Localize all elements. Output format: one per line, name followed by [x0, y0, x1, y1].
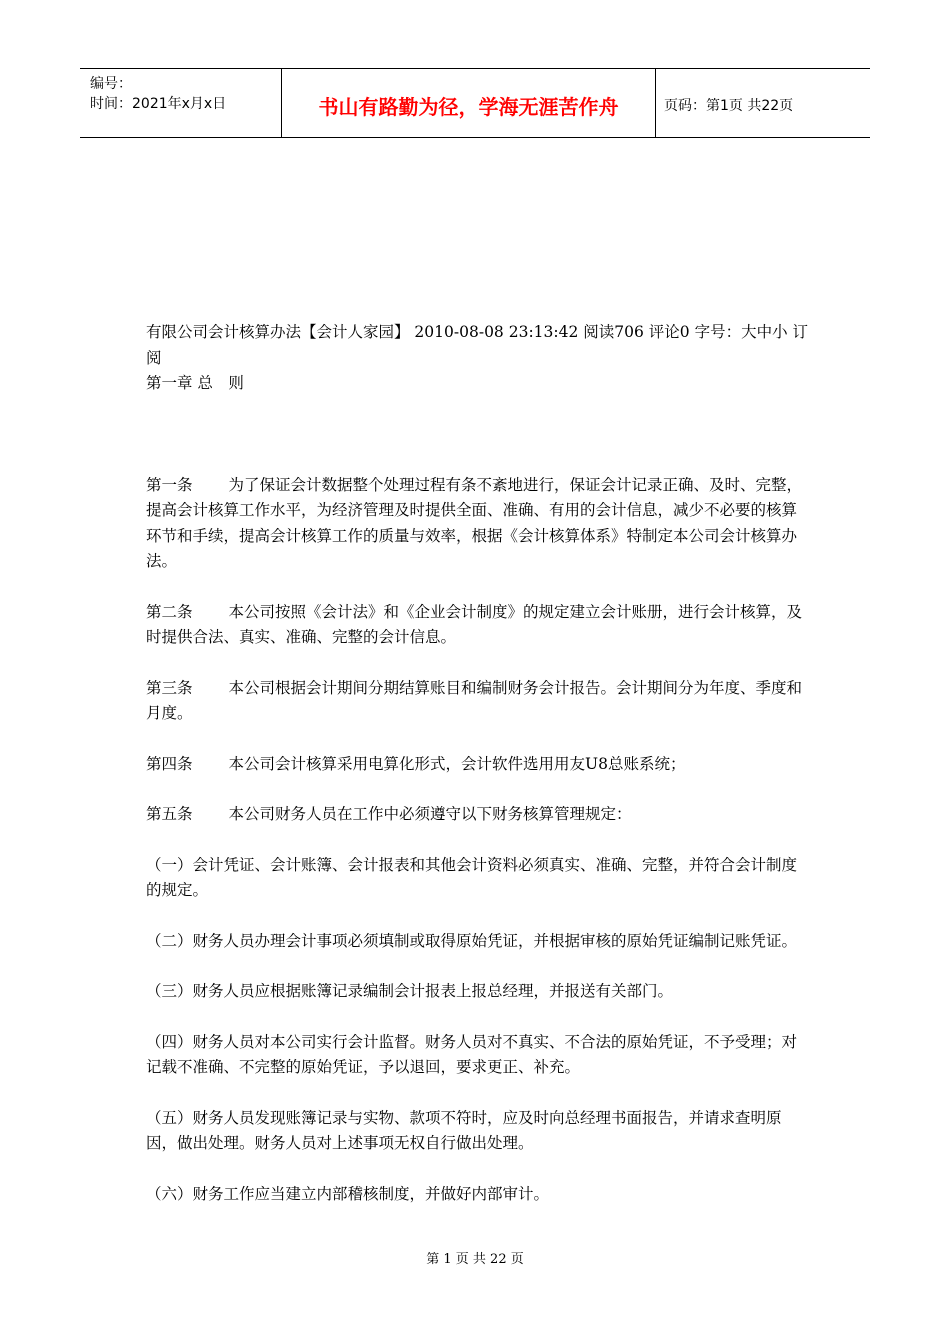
header-info-cell [80, 69, 281, 137]
list-item: （三）财务人员应根据账簿记录编制会计报表上报总经理，并报送有关部门。 [146, 982, 674, 1000]
header-motto-cell [281, 69, 656, 137]
document-body [146, 320, 808, 1207]
page-header [80, 68, 870, 138]
article-text: 本公司财务人员在工作中必须遵守以下财务核算管理规定： [228, 805, 632, 823]
article-title-line: 有限公司会计核算办法【会计人家园】 2010-08-08 23:13:42 阅读706 评论0 字号：大中小 订阅 [146, 323, 808, 367]
article-text: 本公司按照《会计法》和《企业会计制度》的规定建立会计账册，进行会计核算，及时提供合法、真实、准确、完整的会计信息。 [146, 602, 803, 646]
article-label: 第五条 [146, 805, 193, 823]
list-item: （一）会计凭证、会计账簿、会计报表和其他会计资料必须真实、准确、完整，并符合会计制度的规定。 [146, 855, 798, 899]
list-item: （四）财务人员对本公司实行会计监督。财务人员对不真实、不合法的原始凭证，不予受理；对记载不准确、不完整的原始凭证，予以退回，要求更正、补充。 [146, 1032, 798, 1076]
article-label: 第一条 [146, 475, 193, 494]
page-footer: 第 1 页 共 22 页 [426, 1252, 524, 1267]
article-text: 为了保证会计数据整个处理过程有条不紊地进行，保证会计记录正确、及时、完整，提高会计核算工作水平，为经济管理及时提供全面、准确、有用的会计信息，减少不必要的核算环节和手续，提高会计核算工作的质量与效率，根据《会计核算体系》特制定本公司会计核算办法。 [146, 475, 803, 570]
list-item: （五）财务人员发现账簿记录与实物、款项不符时，应及时向总经理书面报告，并请求查明原因，做出处理。财务人员对上述事项无权自行做出处理。 [146, 1108, 782, 1152]
article-text: 本公司会计核算采用电算化形式，会计软件选用用友U8总账系统； [228, 754, 686, 773]
article-label: 第四条 [146, 754, 193, 773]
article-paragraph [146, 600, 808, 651]
article-paragraph [146, 802, 808, 828]
article-paragraph [146, 752, 808, 778]
article-text: 本公司根据会计期间分期结算账目和编制财务会计报告。会计期间分为年度、季度和月度。 [146, 678, 803, 722]
article-paragraph [146, 473, 808, 575]
article-paragraph [146, 676, 808, 727]
article-label: 第二条 [146, 602, 193, 621]
chapter-heading: 第一章 总 则 [146, 374, 244, 392]
list-item: （六）财务工作应当建立内部稽核制度，并做好内部审计。 [146, 1184, 550, 1203]
document-time-label: 时间：2021年x月x日 [90, 96, 227, 112]
header-page-cell [664, 69, 870, 137]
header-page-code: 页码：第1页 共22页 [664, 98, 794, 114]
article-label: 第三条 [146, 678, 193, 697]
list-item: （二）财务人员办理会计事项必须填制或取得原始凭证，并根据审核的原始凭证编制记账凭证。 [146, 931, 798, 950]
header-motto: 书山有路勤为径，学海无涯苦作舟 [318, 95, 619, 119]
document-number-label: 编号： [90, 76, 132, 92]
